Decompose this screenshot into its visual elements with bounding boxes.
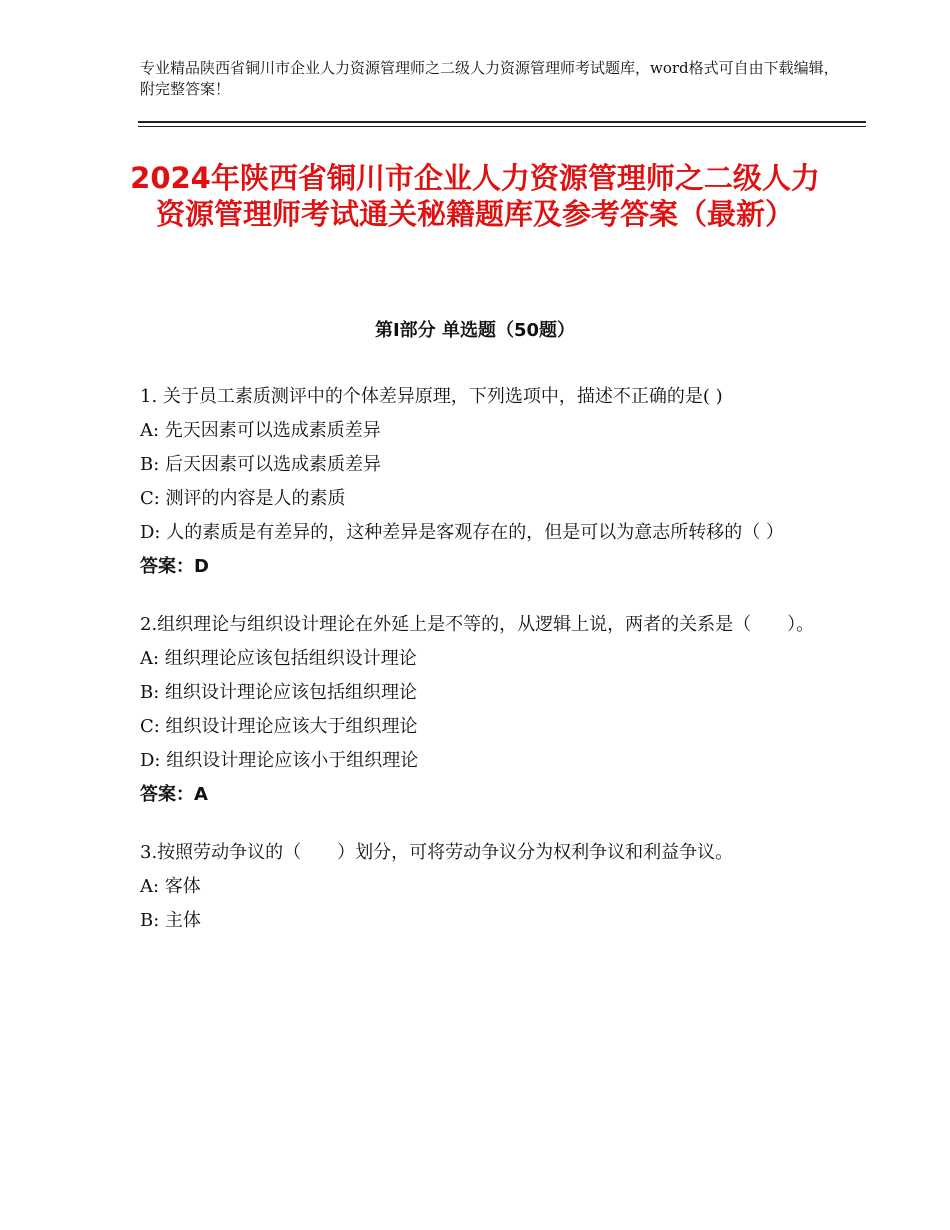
header-note: 专业精品陕西省铜川市企业人力资源管理师之二级人力资源管理师考试题库，word格式可自由下载编辑，附完整答案！ (140, 59, 839, 98)
question-1 (140, 380, 820, 584)
option-a: A: 组织理论应该包括组织设计理论 (140, 648, 417, 669)
option-a: A: 先天因素可以选成素质差异 (140, 420, 381, 441)
header-rule-thin (138, 126, 866, 127)
question-list (140, 380, 820, 962)
question-3 (140, 836, 820, 938)
answer: 答案：A (140, 784, 208, 805)
option-d: D: 组织设计理论应该小于组织理论 (140, 750, 419, 771)
header-rule-thick (138, 121, 866, 123)
option-a: A: 客体 (140, 876, 201, 897)
question-2 (140, 608, 820, 812)
option-c: C: 组织设计理论应该大于组织理论 (140, 716, 418, 737)
question-stem: 1. 关于员工素质测评中的个体差异原理，下列选项中，描述不正确的是( ) (140, 386, 723, 407)
question-stem: 2.组织理论与组织设计理论在外延上是不等的，从逻辑上说，两者的关系是（ ）。 (140, 614, 815, 635)
option-c: C: 测评的内容是人的素质 (140, 488, 346, 509)
option-d: D: 人的素质是有差异的，这种差异是客观存在的，但是可以为意志所转移的（ ） (140, 522, 784, 543)
option-b: B: 后天因素可以选成素质差异 (140, 454, 382, 475)
option-b: B: 主体 (140, 910, 202, 931)
section-heading: 第Ⅰ部分 单选题（50题） (374, 320, 575, 341)
answer: 答案：D (140, 556, 209, 577)
document-title: 2024年陕西省铜川市企业人力资源管理师之二级人力资源管理师考试通关秘籍题库及参考答案（最新） (130, 161, 820, 231)
question-stem: 3.按照劳动争议的（ ）划分，可将劳动争议分为权利争议和利益争议。 (140, 842, 734, 863)
option-b: B: 组织设计理论应该包括组织理论 (140, 682, 418, 703)
